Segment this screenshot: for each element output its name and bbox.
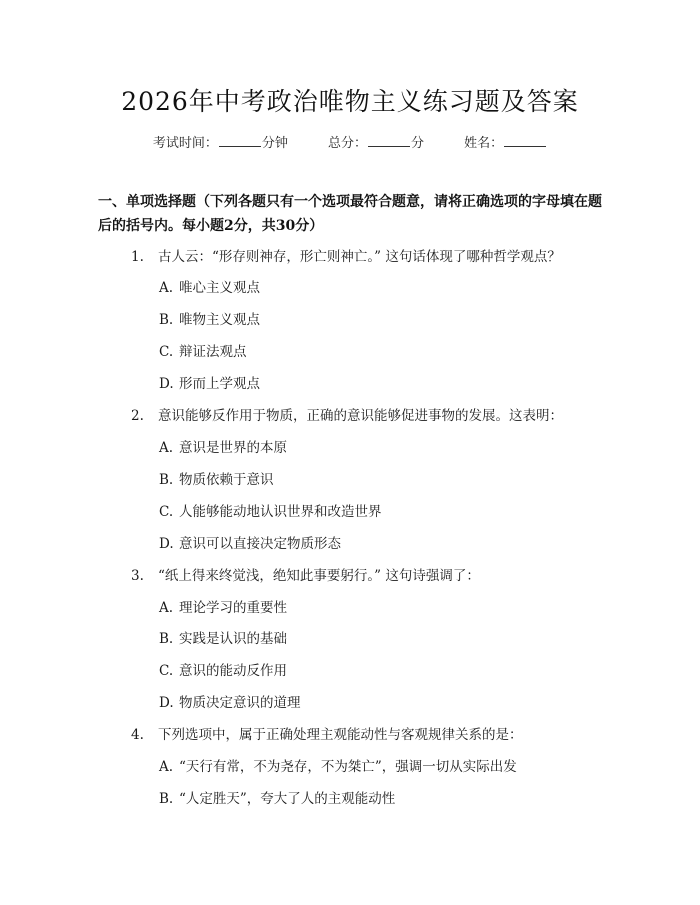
option-1a (159, 276, 260, 296)
score-unit: 分 (411, 136, 425, 151)
name-label: 姓名： (464, 136, 504, 151)
question-text: “纸上得来终觉浅，绝知此事要躬行。” 这句诗强调了： (158, 568, 480, 584)
option-3c (159, 659, 287, 679)
option-text: 理论学习的重要性 (179, 600, 287, 616)
question-number: 3. (131, 568, 144, 584)
option-text: 实践是认识的基础 (179, 631, 287, 647)
student-name (464, 132, 547, 151)
score-blank (368, 134, 410, 147)
option-3d (159, 691, 301, 711)
score-label: 总分： (327, 136, 367, 151)
question-2 (131, 404, 563, 424)
option-text: 唯物主义观点 (179, 312, 260, 328)
question-text: 下列选项中，属于正确处理主观能动性与客观规律关系的是： (158, 727, 523, 743)
option-text: “天行有常，不为尧存，不为桀亡”，强调一切从实际出发 (179, 759, 517, 775)
option-text: 意识是世界的本原 (179, 440, 287, 456)
option-text: 意识可以直接决定物质形态 (179, 536, 341, 552)
option-2c (159, 500, 382, 520)
time-blank (219, 134, 261, 147)
option-letter: B. (159, 791, 174, 807)
question-text: 古人云：“形存则神存，形亡则神亡。” 这句话体现了哪种哲学观点？ (158, 249, 561, 265)
option-2a (159, 436, 287, 456)
option-1c (159, 340, 247, 360)
option-2d (159, 532, 341, 552)
option-1d (159, 372, 260, 392)
question-number: 2. (131, 408, 144, 424)
option-letter: B. (159, 312, 174, 328)
time-unit: 分钟 (261, 136, 288, 151)
name-blank (504, 134, 546, 147)
exam-time (153, 132, 288, 151)
option-text: 唯心主义观点 (179, 280, 260, 296)
option-letter: A. (159, 440, 174, 456)
option-text: 意识的能动反作用 (179, 663, 287, 679)
option-letter: C. (159, 504, 174, 520)
option-1b (159, 308, 260, 328)
option-text: 形而上学观点 (179, 376, 260, 392)
question-number: 4. (131, 727, 144, 743)
question-3 (131, 564, 480, 584)
option-letter: D. (159, 695, 174, 711)
option-text: 物质依赖于意识 (179, 472, 274, 488)
option-text: “人定胜天”，夸大了人的主观能动性 (179, 791, 396, 807)
option-letter: A. (159, 759, 174, 775)
option-letter: C. (159, 344, 174, 360)
option-letter: B. (159, 631, 174, 647)
total-score (328, 132, 424, 151)
option-text: 物质决定意识的道理 (179, 695, 301, 711)
section-heading: 一、单项选择题（下列各题只有一个选项最符合题意，请将正确选项的字母填在题后的括号内。每小题2分，共30分） (98, 194, 602, 234)
option-letter: B. (159, 472, 174, 488)
option-letter: C. (159, 663, 174, 679)
exam-meta (0, 132, 700, 151)
option-letter: A. (159, 280, 174, 296)
question-4 (131, 723, 523, 743)
option-3b (159, 627, 287, 647)
page-title: 2026年中考政治唯物主义练习题及答案 (121, 87, 579, 116)
option-letter: D. (159, 536, 174, 552)
question-text: 意识能够反作用于物质，正确的意识能够促进事物的发展。这表明： (158, 408, 563, 424)
option-letter: A. (159, 600, 174, 616)
question-1 (131, 245, 561, 265)
option-2b (159, 468, 274, 488)
question-number: 1. (131, 249, 144, 265)
option-3a (159, 596, 287, 616)
option-4a (159, 755, 517, 775)
option-text: 辩证法观点 (179, 344, 247, 360)
time-label: 考试时间： (152, 136, 218, 151)
option-text: 人能够能动地认识世界和改造世界 (179, 504, 382, 520)
option-4b (159, 787, 395, 807)
option-letter: D. (159, 376, 174, 392)
